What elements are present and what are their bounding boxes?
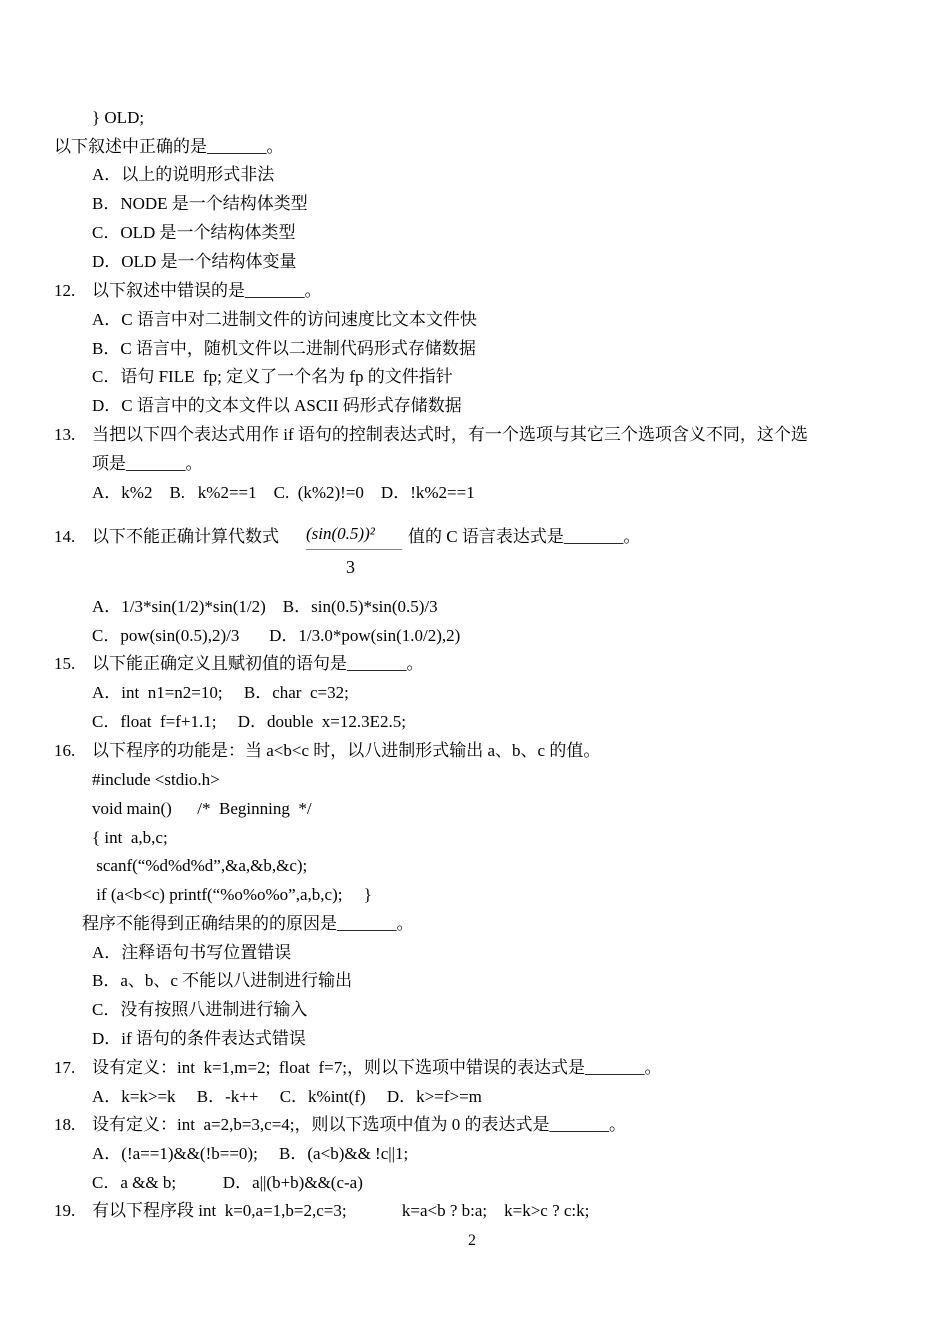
option-line: C．a && b; D．a||(b+b)&&(c-a) xyxy=(92,1173,363,1192)
option-line: A．C 语言中对二进制文件的访问速度比文本文件快 xyxy=(92,310,477,329)
code-line: { int a,b,c; xyxy=(92,828,168,847)
question-stem: 以下不能正确计算代数式 xyxy=(92,527,279,546)
question-stem: 有以下程序段 int k=0,a=1,b=2,c=3; k=a<b ? b:a; k=k>c ? c:k; xyxy=(92,1201,590,1220)
option-line: C．float f=f+1.1; D．double x=12.3E2.5; xyxy=(92,712,406,731)
fraction-bar xyxy=(306,549,402,550)
formula-denominator: 3 xyxy=(346,557,355,577)
code-line: } OLD; xyxy=(92,108,145,127)
code-line: if (a<b<c) printf(“%o%o%o”,a,b,c); } xyxy=(92,885,372,904)
question-number: 16. xyxy=(54,741,76,760)
option-line: A．注释语句书写位置错误 xyxy=(92,943,292,962)
option-line: B．a、b、c 不能以八进制进行输出 xyxy=(92,971,353,990)
question-stem: 设有定义：int a=2,b=3,c=4;，则以下选项中值为 0 的表达式是_______。 xyxy=(92,1115,627,1134)
option-line: A．k%2 B. k%2==1 C. (k%2)!=0 D．!k%2==1 xyxy=(92,483,475,502)
question-number: 17. xyxy=(54,1058,76,1077)
question-number: 15. xyxy=(54,654,76,673)
option-line: C．没有按照八进制进行输入 xyxy=(92,1000,308,1019)
question-stem-cont: 程序不能得到正确结果的的原因是_______。 xyxy=(82,914,414,933)
question-stem: 以下叙述中正确的是_______。 xyxy=(54,137,284,156)
code-line: scanf(“%d%d%d”,&a,&b,&c); xyxy=(92,856,308,875)
question-number: 18. xyxy=(54,1115,76,1134)
question-stem: 设有定义：int k=1,m=2; float f=7;，则以下选项中错误的表达式是_______。 xyxy=(92,1058,662,1077)
option-line: D．OLD 是一个结构体变量 xyxy=(92,252,297,271)
question-number: 19. xyxy=(54,1201,76,1220)
question-stem: 以下能正确定义且赋初值的语句是_______。 xyxy=(92,654,424,673)
question-number: 12. xyxy=(54,281,76,300)
question-number: 14. xyxy=(54,527,76,546)
option-line: A．1/3*sin(1/2)*sin(1/2) B．sin(0.5)*sin(0.5)/3 xyxy=(92,597,438,616)
formula-numerator: (sin(0.5))² xyxy=(306,524,375,543)
option-line: D．if 语句的条件表达式错误 xyxy=(92,1029,306,1048)
question-stem: 以下叙述中错误的是_______。 xyxy=(92,281,322,300)
page-number: 2 xyxy=(468,1232,476,1249)
option-line: D．C 语言中的文本文件以 ASCII 码形式存储数据 xyxy=(92,396,462,415)
option-line: C．语句 FILE fp; 定义了一个名为 fp 的文件指针 xyxy=(92,367,453,386)
option-line: A．k=k>=k B．-k++ C．k%int(f) D．k>=f>=m xyxy=(92,1087,482,1106)
option-line: C．pow(sin(0.5),2)/3 D．1/3.0*pow(sin(1.0/2),2) xyxy=(92,626,461,645)
code-line: void main() /* Beginning */ xyxy=(92,799,312,818)
option-line: B．C 语言中，随机文件以二进制代码形式存储数据 xyxy=(92,339,476,358)
question-stem-cont: 值的 C 语言表达式是_______。 xyxy=(408,527,641,546)
question-stem: 以下程序的功能是：当 a<b<c 时，以八进制形式输出 a、b、c 的值。 xyxy=(92,741,601,760)
code-line: #include <stdio.h> xyxy=(92,770,220,789)
option-line: B．NODE 是一个结构体类型 xyxy=(92,194,308,213)
question-number: 13. xyxy=(54,425,76,444)
option-line: A．(!a==1)&&(!b==0); B．(a<b)&& !c||1; xyxy=(92,1144,409,1163)
question-stem-cont: 项是_______。 xyxy=(92,454,203,473)
option-line: A．int n1=n2=10; B．char c=32; xyxy=(92,683,349,702)
question-stem: 当把以下四个表达式用作 if 语句的控制表达式时，有一个选项与其它三个选项含义不同，这个选 xyxy=(92,425,808,444)
option-line: A．以上的说明形式非法 xyxy=(92,165,275,184)
option-line: C．OLD 是一个结构体类型 xyxy=(92,223,296,242)
